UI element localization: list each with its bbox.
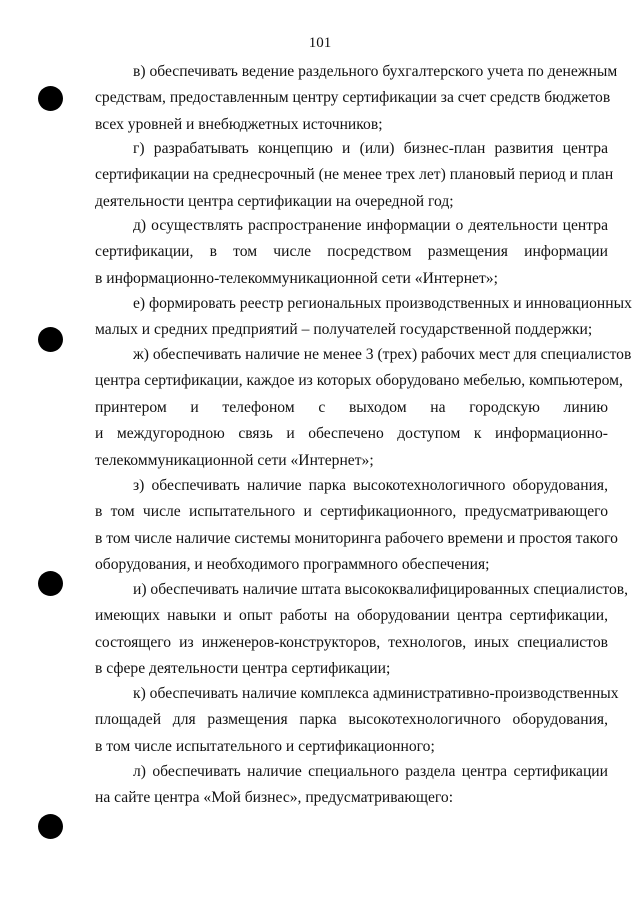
text-line: и) обеспечивать наличие штата высококвалифицированных специалистов, bbox=[133, 581, 629, 598]
paragraph-k bbox=[95, 681, 619, 760]
text-line: телекоммуникационной сети «Интернет»; bbox=[95, 451, 374, 469]
text-line: е) формировать реестр региональных производственных и инновационных bbox=[133, 295, 632, 312]
punch-hole-2 bbox=[38, 327, 63, 352]
text-line: средствам, предоставленным центру сертификации за счет средств бюджетов bbox=[95, 89, 611, 107]
paragraph-e bbox=[95, 291, 632, 344]
text-line: площадей для размещения парка высокотехнологичного оборудования, bbox=[95, 711, 608, 729]
text-line: состоящего из инженеров-конструкторов, технологов, иных специалистов bbox=[95, 633, 608, 651]
text-line: в том числе наличие системы мониторинга рабочего времени и простоя такого bbox=[95, 529, 618, 547]
text-line: всех уровней и внебюджетных источников; bbox=[95, 115, 383, 133]
text-line: сертификации на среднесрочный (не менее трех лет) плановый период и план bbox=[95, 166, 614, 184]
text-line: г) разрабатывать концепцию и (или) бизнес-план развития центра bbox=[133, 140, 608, 157]
paragraph-d bbox=[95, 213, 608, 292]
punch-hole-3 bbox=[38, 571, 63, 596]
page-number: 101 bbox=[308, 35, 332, 51]
text-line: имеющих навыки и опыт работы на оборудовании центра сертификации, bbox=[95, 607, 608, 625]
paragraph-z bbox=[95, 473, 618, 579]
paragraph-zh bbox=[95, 342, 632, 474]
text-line: д) осуществлять распространение информации о деятельности центра bbox=[133, 217, 608, 234]
text-line: в) обеспечивать ведение раздельного бухгалтерского учета по денежным bbox=[133, 63, 618, 80]
paragraph-i bbox=[95, 577, 629, 683]
text-line: л) обеспечивать наличие специального раздела центра сертификации bbox=[133, 763, 608, 780]
punch-hole-4 bbox=[38, 814, 63, 839]
text-line: сертификации, в том числе посредством размещения информации bbox=[95, 243, 608, 261]
text-line: на сайте центра «Мой бизнес», предусматривающего: bbox=[95, 789, 454, 807]
paragraph-g bbox=[95, 136, 614, 215]
text-line: з) обеспечивать наличие парка высокотехнологичного оборудования, bbox=[133, 477, 608, 494]
text-line: оборудования, и необходимого программного обеспечения; bbox=[95, 556, 490, 574]
text-line: ж) обеспечивать наличие не менее 3 (трех) рабочих мест для специалистов bbox=[133, 346, 632, 363]
paragraph-v bbox=[95, 59, 618, 138]
text-line: и междугородною связь и обеспечено доступом к информационно- bbox=[95, 425, 608, 443]
text-line: в том числе испытательного и сертификационного; bbox=[95, 737, 435, 755]
paragraph-l bbox=[95, 759, 608, 812]
text-line: малых и средних предприятий – получателей государственной поддержки; bbox=[95, 321, 593, 339]
text-line: к) обеспечивать наличие комплекса административно-производственных bbox=[133, 685, 619, 702]
punch-hole-1 bbox=[38, 86, 63, 111]
text-line: принтером и телефоном с выходом на городскую линию bbox=[95, 398, 608, 416]
text-line: центра сертификации, каждое из которых оборудовано мебелью, компьютером, bbox=[95, 372, 623, 390]
text-line: в информационно-телекоммуникационной сети «Интернет»; bbox=[95, 269, 498, 287]
text-line: в сфере деятельности центра сертификации; bbox=[95, 660, 391, 678]
text-line: деятельности центра сертификации на очередной год; bbox=[95, 192, 454, 210]
text-line: в том числе испытательного и сертификационного, предусматривающего bbox=[95, 503, 608, 521]
